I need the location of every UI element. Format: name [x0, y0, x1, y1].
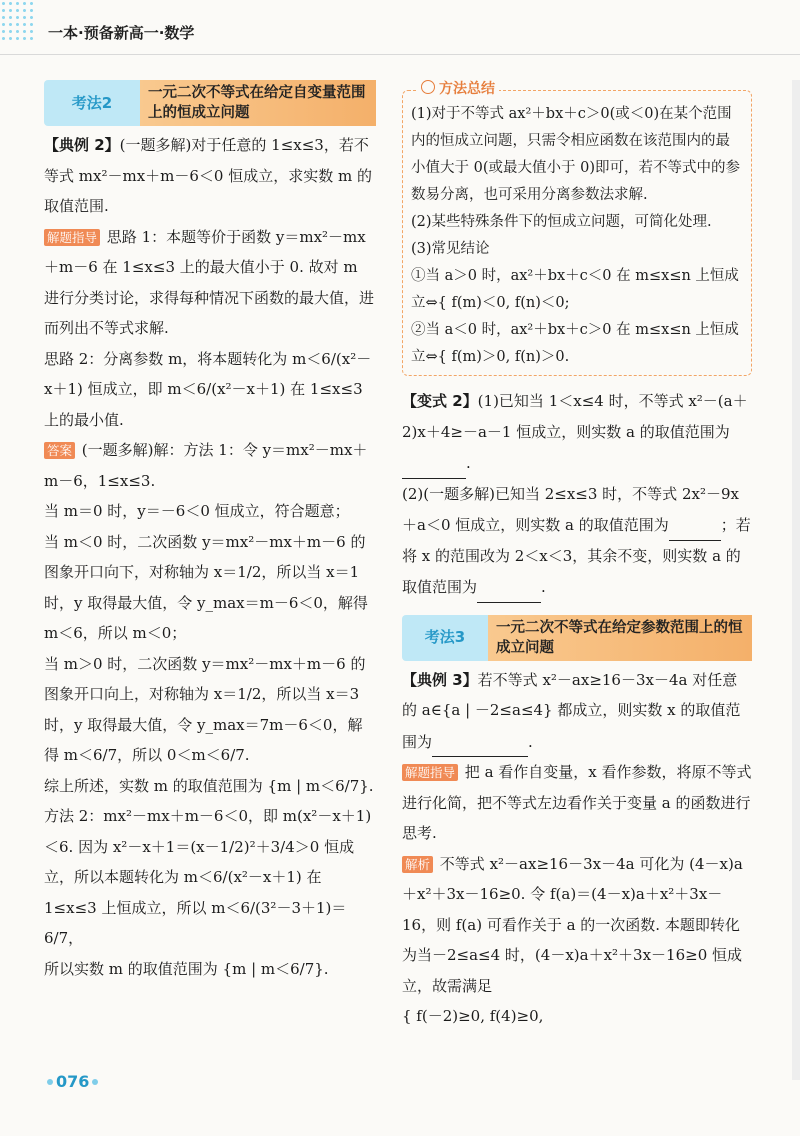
method-2-tag: 考法2 [44, 80, 140, 126]
method-summary-box [402, 81, 752, 376]
method-summary-title [417, 79, 499, 99]
method-2-banner [44, 80, 376, 126]
answer-blank-1[interactable] [402, 447, 466, 479]
summary-icon [421, 80, 435, 94]
analysis-condition: { f(－2)≥0, f(4)≥0, [402, 1007, 544, 1025]
example-2 [44, 130, 376, 222]
guide-label: 解题指导 [44, 229, 100, 246]
variant-2-part2: (2)(一题多解)已知当 2≤x≤3 时，不等式 2x²－9x＋a＜0 恒成立，则实数 a 的取值范围为 ；若将 x 的范围改为 2＜x＜3，其余不变，则实数 a 的取值范围为 . [402, 479, 752, 603]
summary-line-0: (1)对于不等式 ax²＋bx＋c＞0(或＜0)在某个范围内的恒成立问题，只需令相应函数在该范围内的最小值大于 0(或最大值小于 0)即可，若不等式中的参数易分离，也可采用分离参数法求解. [411, 106, 740, 203]
summary-title-text: 方法总结 [439, 81, 495, 97]
analysis-label: 解析 [402, 856, 433, 873]
summary-line-4: ②当 a＜0 时，ax²＋bx＋c＞0 在 m≤x≤n 上恒成立⇔{ f(m)＞0, f(n)＞0. [411, 322, 739, 365]
right-column [402, 80, 752, 1032]
guide-3-text: 把 a 看作自变量，x 看作参数，将原不等式进行化简，把不等式左边看作关于变量 a 的函数进行思考. [402, 763, 752, 842]
answer-line-2: 当 m＜0 时，二次函数 y＝mx²－mx＋m－6 的图象开口向下，对称轴为 x＝1/2，所以当 x＝1 时，y 取得最大值，令 y_max＝m－6＜0，解得 m＜6，所以 m＜0； [44, 532, 368, 642]
variant-2-text3: ；若将 x 的范围改为 2＜x＜3，其余不变，则实数 a 的取值范围为 [402, 516, 751, 596]
page-number [44, 1072, 101, 1091]
answer-label: 答案 [44, 442, 75, 459]
variant-2-text1: (1)已知当 1＜x≤4 时，不等式 x²－(a＋2)x＋4≥－a－1 恒成立，则实数 a 的取值范围为 [402, 392, 748, 441]
answer-line-0: (一题多解)解：方法 1：令 y＝mx²－mx＋m－6，1≤x≤3. [44, 441, 368, 490]
answer-line-6: 所以实数 m 的取值范围为 {m | m＜6/7}. [44, 959, 329, 978]
variant-2-label: 【变式 2】 [402, 392, 478, 410]
guide-3 [402, 757, 752, 849]
guide-2-p1: 思路 1：本题等价于函数 y＝mx²－mx＋m－6 在 1≤x≤3 上的最大值小于 0. 故对 m 进行分类讨论，求得每种情况下函数的最大值，进而列出不等式求解. [44, 227, 375, 337]
header-divider [0, 54, 800, 55]
guide-3-label: 解题指导 [402, 764, 458, 781]
running-title: 一本·预备新高一·数学 [48, 24, 195, 42]
variant-2-part1: 【变式 2】(1)已知当 1＜x≤4 时，不等式 x²－(a＋2)x＋4≥－a－1 恒成立，则实数 a 的取值范围为 . [402, 386, 752, 479]
summary-line-1: (2)某些特殊条件下的恒成立问题，可简化处理. [411, 214, 712, 230]
example-3: 【典例 3】若不等式 x²－ax≥16－3x－4a 对任意的 a∈{a | －2≤a≤4} 都成立，则实数 x 的取值范围为 . [402, 665, 752, 758]
answer-line-4: 综上所述，实数 m 的取值范围为 {m | m＜6/7}. [44, 776, 374, 795]
page-number-dot-left [47, 1079, 53, 1085]
guide-2 [44, 222, 376, 344]
corner-dots-decoration [0, 0, 36, 44]
answer-line-5: 方法 2：mx²－mx＋m－6＜0，即 m(x²－x＋1)＜6. 因为 x²－x＋1＝(x－1/2)²＋3/4＞0 恒成立，所以本题转化为 m＜6/(x²－x＋1) 在 1≤x≤3 上恒成立，所以 m＜6/(3²－3＋1)＝6/7， [44, 807, 372, 947]
page-edge-decoration [792, 80, 800, 1080]
example-3-label: 【典例 3】 [402, 670, 478, 689]
guide-2-p2: 思路 2：分离参数 m，将本题转化为 m＜6/(x²－x＋1) 恒成立，即 m＜6/(x²－x＋1) 在 1≤x≤3 上的最小值. [44, 349, 372, 429]
example-3-text: 若不等式 x²－ax≥16－3x－4a 对任意的 a∈{a | －2≤a≤4} 都成立，则实数 x 的取值范围为 [402, 670, 741, 751]
method-2-topic: 一元二次不等式在给定自变量范围上的恒成立问题 [140, 80, 376, 126]
example-2-label: 【典例 2】 [44, 136, 120, 154]
method-3-topic: 一元二次不等式在给定参数范围上的恒成立问题 [488, 615, 752, 661]
method-3-banner [402, 615, 752, 661]
summary-line-3: ①当 a＞0 时，ax²＋bx＋c＜0 在 m≤x≤n 上恒成立⇔{ f(m)＜0, f(n)＜0; [411, 268, 739, 311]
answer-line-3: 当 m＞0 时，二次函数 y＝mx²－mx＋m－6 的图象开口向上，对称轴为 x＝1/2，所以当 x＝3 时，y 取得最大值，令 y_max＝7m－6＜0，解得 m＜6/7，所以 0＜m＜6/7. [44, 654, 366, 764]
variant-2-text2: (2)(一题多解)已知当 2≤x≤3 时，不等式 2x²－9x＋a＜0 恒成立，则实数 a 的取值范围为 [402, 484, 739, 534]
page-number-dot-right [92, 1079, 98, 1085]
page-number-text: 076 [56, 1072, 90, 1091]
method-3-tag: 考法3 [402, 615, 488, 661]
analysis-text: 不等式 x²－ax≥16－3x－4a 可化为 (4－x)a＋x²＋3x－16≥0. 令 f(a)＝(4－x)a＋x²＋3x－16，则 f(a) 可看作关于 a 的一次函数. 本题即转化为当－2≤a≤4 时，(4－x)a＋x²＋3x－16≥0 恒成立，故需满足 [402, 854, 743, 995]
answer-2 [44, 435, 376, 496]
analysis-3 [402, 849, 752, 1002]
answer-blank-4[interactable] [432, 726, 528, 758]
left-column [44, 80, 376, 984]
answer-blank-3[interactable] [477, 571, 541, 603]
answer-blank-2[interactable] [669, 509, 721, 541]
summary-line-2: (3)常见结论 [411, 241, 490, 257]
example-2-text: (一题多解)对于任意的 1≤x≤3，若不等式 mx²－mx＋m－6＜0 恒成立，求实数 m 的取值范围. [44, 136, 372, 215]
answer-line-1: 当 m＝0 时，y＝－6＜0 恒成立，符合题意； [44, 502, 350, 520]
